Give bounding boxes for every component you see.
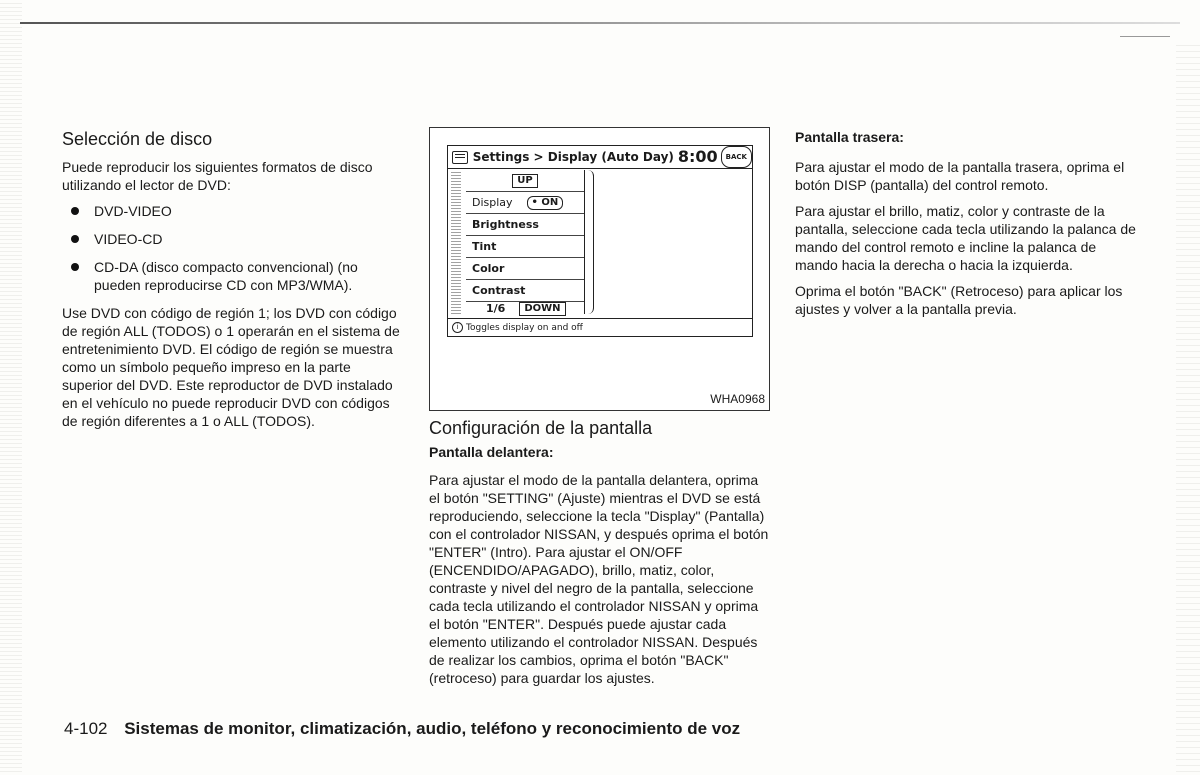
chapter-title: Sistemas de monitor, climatización, audio, teléfono y reconocimiento de voz xyxy=(124,719,741,738)
menu-item-contrast: Contrast xyxy=(466,280,584,302)
menu-item-color: Color xyxy=(466,258,584,280)
page-number: 4-102 xyxy=(64,719,108,738)
header-rule xyxy=(20,22,1180,24)
menu-item-tint: Tint xyxy=(466,236,584,258)
menu-item-brightness: Brightness xyxy=(466,214,584,236)
page-indicator: 1/6 xyxy=(486,302,506,315)
list-item: VIDEO-CD xyxy=(62,230,404,248)
scan-edge-right xyxy=(1176,40,1200,775)
region-code-paragraph: Use DVD con código de región 1; los DVD con código de región ALL (TODOS) o 1 operarán en el sistema de entretenimiento DVD. El código de región se muestra como un símbolo pequeño impreso en la parte superior del DVD. Este reproductor de DVD instalado en el vehículo no puede reproducir DVD con códigos de región diferentes a 1 o ALL (TODOS). xyxy=(62,305,400,429)
settings-screen-figure xyxy=(429,127,770,411)
settings-menu xyxy=(448,170,588,314)
section-heading-display: Configuración de la pantalla xyxy=(429,418,653,438)
rear-display-p2: Para ajustar el brillo, matiz, color y contraste de la pantalla, seleccione cada tecla utilizando la palanca de mando del control remoto e incline la palanca de mando hacia la derecha o hacia la izquierda. xyxy=(795,203,1136,273)
screen-title: Settings > Display (Auto Day) xyxy=(472,150,674,164)
format-list xyxy=(62,202,404,294)
rear-display-p1: Para ajustar el modo de la pantalla trasera, oprima el botón DISP (pantalla) del control remoto. xyxy=(795,159,1125,193)
settings-screen xyxy=(447,145,753,337)
page-row xyxy=(466,302,584,316)
front-display-body: Para ajustar el modo de la pantalla delantera, oprima el botón "SETTING" (Ajuste) mientras el DVD se está reproduciendo, seleccione la tecla "Display" (Pantalla) con el controlador NISSAN, y después oprima el botón "ENTER" (Intro). Para ajustar el ON/OFF (ENCENDIDO/APAGADO), brillo, matiz, color, contraste y nivel del negro de la pantalla, seleccione cada tecla utilizando el controlador NISSAN y oprima el botón "ENTER". Después puede ajustar cada elemento utilizando el controlador NISSAN. Después de realizar los cambios, oprima el botón "BACK" (retroceso) para guardar los ajustes. xyxy=(429,472,769,686)
header-rule-short xyxy=(1120,36,1170,37)
scan-edge-left xyxy=(0,0,22,775)
menu-item-display: Display • ON xyxy=(466,192,584,214)
screen-clock: 8:00 xyxy=(677,147,718,166)
list-item: CD-DA (disco compacto convencional) (no pueden reproducirse CD con MP3/WMA). xyxy=(62,258,404,294)
screen-titlebar xyxy=(448,146,752,169)
display-toggle: • ON xyxy=(527,196,564,210)
status-bar xyxy=(448,318,752,336)
column-rear-display xyxy=(795,128,1138,326)
rear-display-p3: Oprima el botón "BACK" (Retroceso) para aplicar los ajustes y volver a la pantalla previa. xyxy=(795,283,1123,317)
formats-intro: Puede reproducir los siguientes formatos de disco utilizando el lector de DVD: xyxy=(62,159,373,193)
scroll-rail-left xyxy=(451,170,461,314)
column-display-settings xyxy=(429,127,770,695)
status-text: Toggles display on and off xyxy=(466,322,583,333)
figure-code: WHA0968 xyxy=(710,392,765,406)
info-icon: i xyxy=(452,322,463,333)
page-footer xyxy=(64,719,740,739)
back-button: BACK xyxy=(721,146,752,168)
front-display-heading: Pantalla delantera: xyxy=(429,444,554,460)
scroll-rail-right xyxy=(584,170,594,314)
bullet-icon xyxy=(71,263,79,271)
list-item: DVD-VIDEO xyxy=(62,202,404,220)
bullet-icon xyxy=(71,207,79,215)
up-row xyxy=(466,170,584,192)
up-button: UP xyxy=(512,174,537,188)
rear-display-heading: Pantalla trasera: xyxy=(795,129,904,145)
down-button: DOWN xyxy=(519,302,565,316)
menu-icon xyxy=(452,151,468,164)
bullet-icon xyxy=(71,235,79,243)
section-heading-disc: Selección de disco xyxy=(62,129,213,149)
column-disc-selection xyxy=(62,128,404,438)
